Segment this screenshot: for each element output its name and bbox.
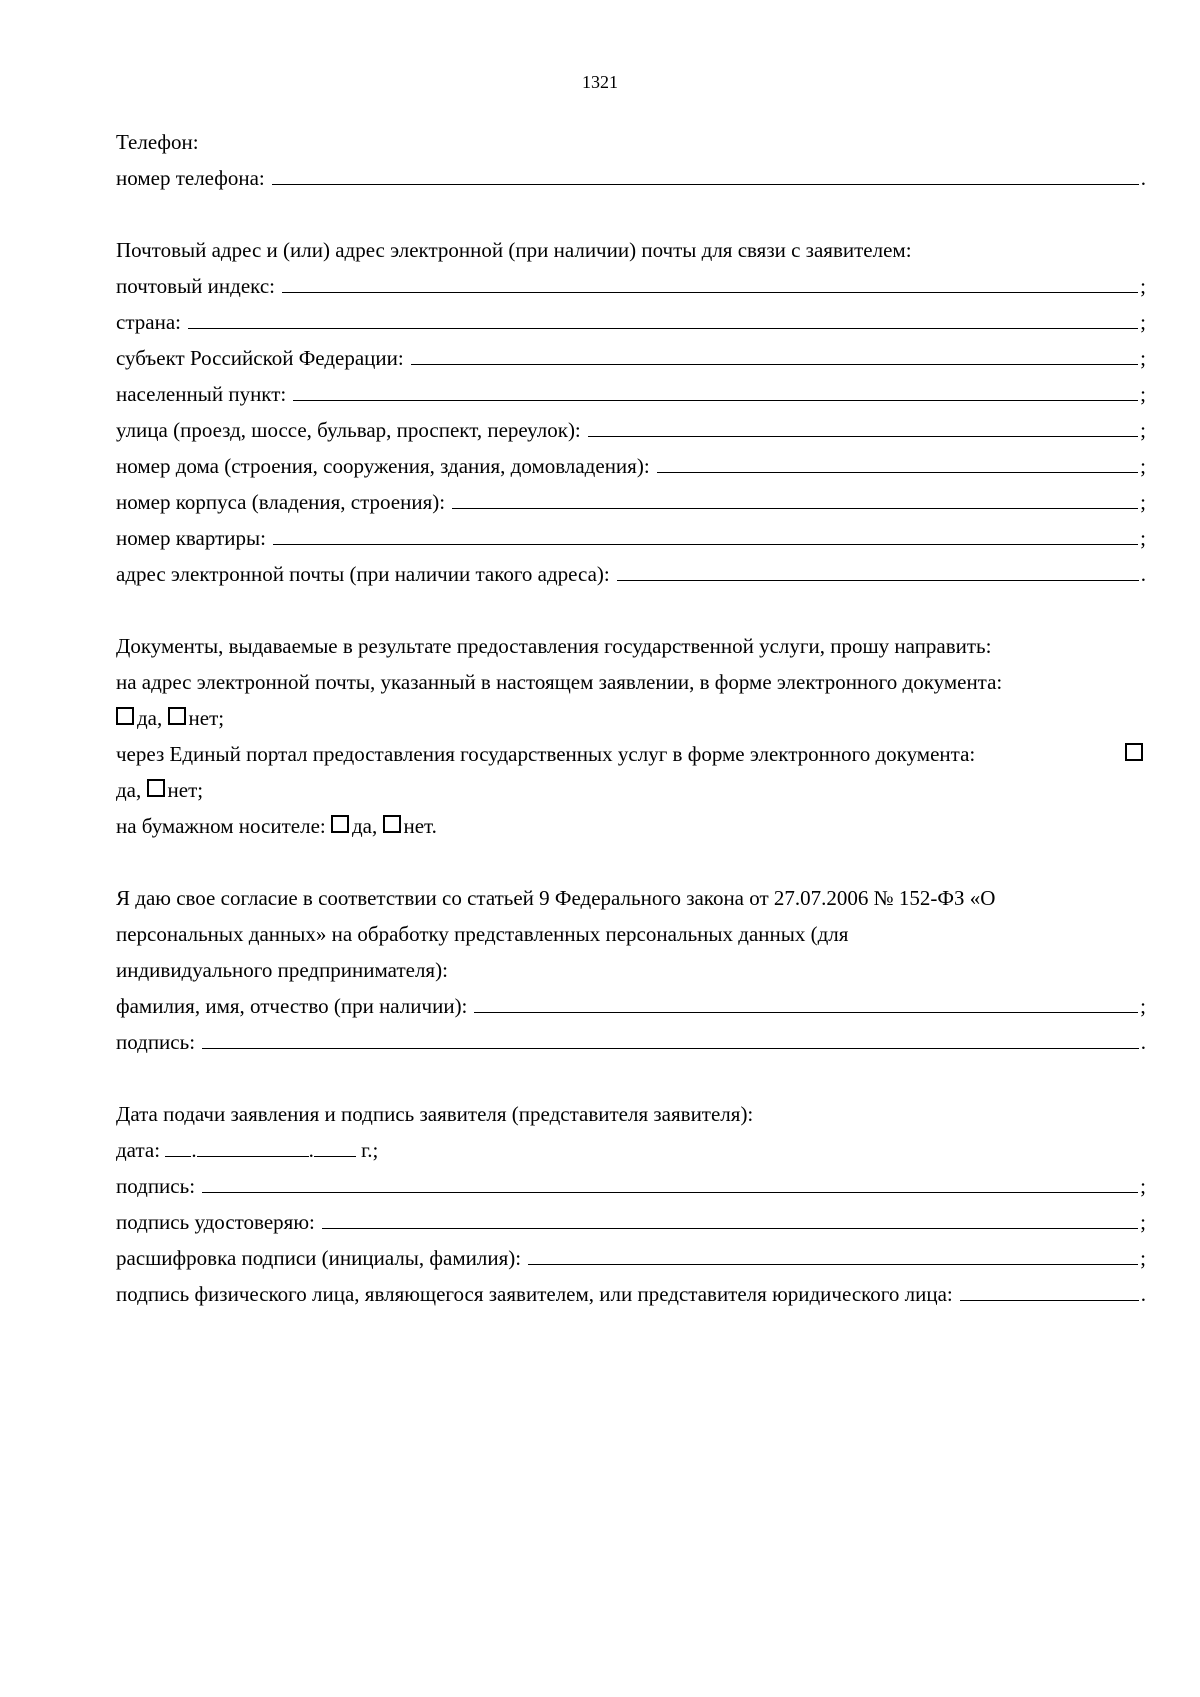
delivery-paper-no-checkbox[interactable] xyxy=(383,815,401,833)
delivery-portal-text: через Единый портал предоставления государственных услуг в форме электронного документа: xyxy=(116,736,1146,772)
page-number: 1321 xyxy=(582,72,618,92)
apartment-label: номер квартиры: xyxy=(116,526,266,550)
certify-label: подпись удостоверяю: xyxy=(116,1210,315,1234)
phone-heading: Телефон: xyxy=(116,130,199,154)
delivery-portal-options xyxy=(116,772,1146,808)
submission-signature-label: подпись: xyxy=(116,1174,196,1198)
phone-number-field[interactable] xyxy=(272,160,1139,185)
consent-name-row: фамилия, имя, отчество (при наличии): ; xyxy=(116,988,1146,1024)
delivery-portal-yes-label: да, xyxy=(116,778,142,802)
apartment-field[interactable] xyxy=(273,520,1138,545)
phone-number-label: номер телефона: xyxy=(116,166,265,190)
submission-signature-field[interactable] xyxy=(202,1168,1138,1193)
region-row: субъект Российской Федерации: ; xyxy=(116,340,1146,376)
consent-signature-row: подпись: . xyxy=(116,1024,1146,1060)
form-content xyxy=(116,124,1146,1312)
region-label: субъект Российской Федерации: xyxy=(116,346,404,370)
delivery-email-options xyxy=(116,700,1146,736)
person-signature-label: подпись физического лица, являющегося заявителем, или представителя юридического лица: xyxy=(116,1282,953,1306)
building-row: номер корпуса (владения, строения): ; xyxy=(116,484,1146,520)
person-signature-row: подпись физического лица, являющегося заявителем, или представителя юридического лица: . xyxy=(116,1276,1146,1312)
phone-number-row: номер телефона: . xyxy=(116,160,1146,196)
building-field[interactable] xyxy=(452,484,1138,509)
locality-field[interactable] xyxy=(293,376,1138,401)
street-field[interactable] xyxy=(588,412,1138,437)
delivery-portal-yes-checkbox[interactable] xyxy=(1125,743,1143,761)
decode-field[interactable] xyxy=(528,1240,1138,1265)
email-field[interactable] xyxy=(617,556,1139,581)
consent-signature-label: подпись: xyxy=(116,1030,196,1054)
locality-label: населенный пункт: xyxy=(116,382,287,406)
country-field[interactable] xyxy=(188,304,1138,329)
date-year-field[interactable] xyxy=(314,1132,356,1157)
consent-line-2: персональных данных» на обработку представленных персональных данных (для xyxy=(116,922,849,946)
delivery-email-yes-checkbox[interactable] xyxy=(116,707,134,725)
postal-index-row: почтовый индекс: ; xyxy=(116,268,1146,304)
delivery-portal-no-checkbox[interactable] xyxy=(147,779,165,797)
decode-label: расшифровка подписи (инициалы, фамилия): xyxy=(116,1246,522,1270)
delivery-email-no-checkbox[interactable] xyxy=(168,707,186,725)
date-month-field[interactable] xyxy=(197,1132,309,1157)
delivery-email-no-label: нет; xyxy=(188,706,225,730)
address-heading: Почтовый адрес и (или) адрес электронной (при наличии) почты для связи с заявителем: xyxy=(116,238,912,262)
delivery-portal-no-label: нет; xyxy=(167,778,204,802)
certify-row: подпись удостоверяю: ; xyxy=(116,1204,1146,1240)
country-row: страна: ; xyxy=(116,304,1146,340)
house-label: номер дома (строения, сооружения, здания, домовладения): xyxy=(116,454,650,478)
consent-signature-field[interactable] xyxy=(202,1024,1139,1049)
submission-heading: Дата подачи заявления и подпись заявителя (представителя заявителя): xyxy=(116,1102,754,1126)
house-field[interactable] xyxy=(657,448,1139,473)
email-row: адрес электронной почты (при наличии такого адреса): . xyxy=(116,556,1146,592)
submission-date-row: дата: . . г.; xyxy=(116,1132,1146,1168)
delivery-paper-row xyxy=(116,808,1146,844)
delivery-email-yes-label: да, xyxy=(137,706,163,730)
street-row: улица (проезд, шоссе, бульвар, проспект, переулок): ; xyxy=(116,412,1146,448)
apartment-row: номер квартиры: ; xyxy=(116,520,1146,556)
email-label: адрес электронной почты (при наличии такого адреса): xyxy=(116,562,610,586)
consent-line-3: индивидуального предпринимателя): xyxy=(116,958,448,982)
street-label: улица (проезд, шоссе, бульвар, проспект, переулок): xyxy=(116,418,581,442)
date-day-field[interactable] xyxy=(165,1132,191,1157)
delivery-email-text: на адрес электронной почты, указанный в настоящем заявлении, в форме электронного документа: xyxy=(116,670,1003,694)
locality-row: населенный пункт: ; xyxy=(116,376,1146,412)
consent-name-field[interactable] xyxy=(474,988,1138,1013)
certify-field[interactable] xyxy=(322,1204,1138,1229)
consent-name-label: фамилия, имя, отчество (при наличии): xyxy=(116,994,468,1018)
submission-date-label: дата: xyxy=(116,1138,161,1162)
decode-row: расшифровка подписи (инициалы, фамилия): ; xyxy=(116,1240,1146,1276)
delivery-paper-label: на бумажном носителе: xyxy=(116,814,326,838)
postal-index-label: почтовый индекс: xyxy=(116,274,275,298)
delivery-paper-yes-label: да, xyxy=(351,814,378,838)
delivery-paper-no-label: нет. xyxy=(403,814,437,838)
person-signature-field[interactable] xyxy=(960,1276,1139,1301)
consent-line-1: Я даю свое согласие в соответствии со статьей 9 Федерального закона от 27.07.2006 № 152-ФЗ «О xyxy=(116,886,996,910)
postal-index-field[interactable] xyxy=(282,268,1138,293)
house-row: номер дома (строения, сооружения, здания, домовладения): ; xyxy=(116,448,1146,484)
building-label: номер корпуса (владения, строения): xyxy=(116,490,446,514)
delivery-heading: Документы, выдаваемые в результате предоставления государственной услуги, прошу направить: xyxy=(116,634,992,658)
region-field[interactable] xyxy=(411,340,1138,365)
submission-signature-row: подпись: ; xyxy=(116,1168,1146,1204)
delivery-paper-yes-checkbox[interactable] xyxy=(331,815,349,833)
country-label: страна: xyxy=(116,310,181,334)
